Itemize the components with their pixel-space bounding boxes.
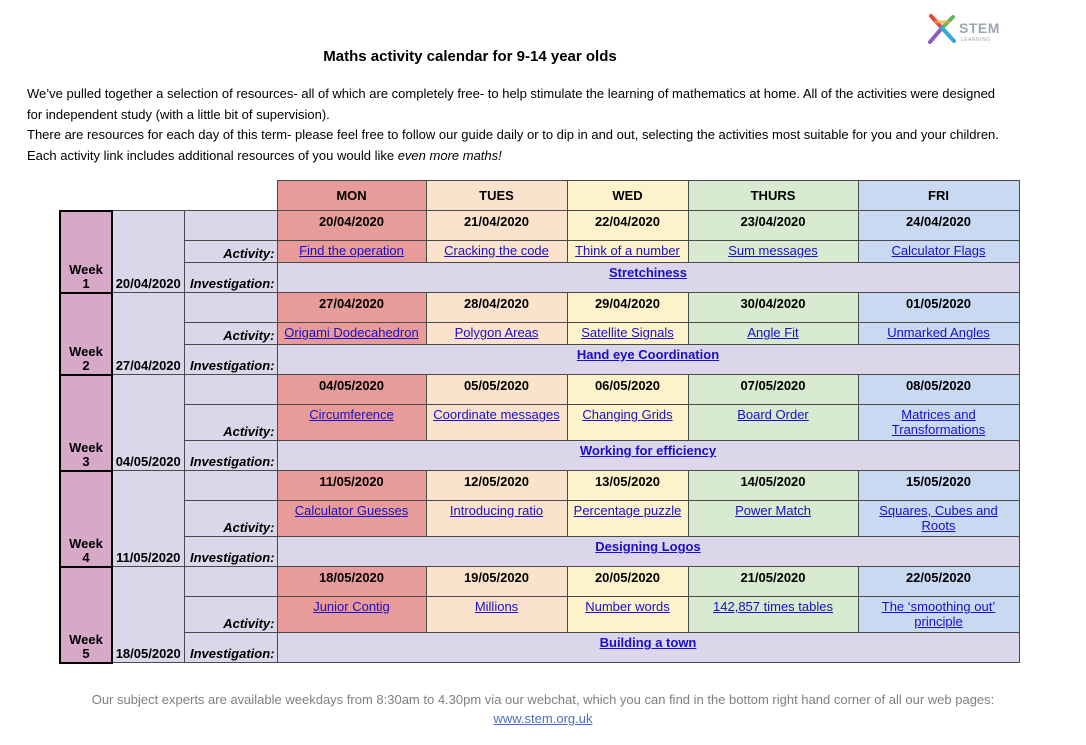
week-3-date-row xyxy=(60,375,1019,405)
activity-cell-fri xyxy=(858,323,1019,345)
week-2-date-row xyxy=(60,293,1019,323)
week-start-date-text: 11/05/2020 xyxy=(116,550,181,565)
corner-blank xyxy=(184,181,277,211)
footer xyxy=(0,690,1086,728)
week-number: 4 xyxy=(82,549,90,565)
activity-cell-wed xyxy=(567,405,688,441)
corner-blank xyxy=(112,181,184,211)
label-blank xyxy=(184,293,277,323)
logo-subword: LEARNING xyxy=(961,37,991,43)
footer-text: Our subject experts are available weekdays from 8:30am to 4.30pm via our webchat, which you can find in the bottom right hand corner of all our web pages: xyxy=(91,692,995,707)
investigation-link[interactable]: Working for efficiency xyxy=(579,443,717,458)
activity-cell-thurs xyxy=(688,405,858,441)
activity-label: Activity: xyxy=(184,597,277,633)
activity-calendar-table xyxy=(59,180,1020,664)
date-tues: 21/04/2020 xyxy=(426,211,567,241)
week-label xyxy=(60,293,112,375)
date-thurs: 23/04/2020 xyxy=(688,211,858,241)
date-tues: 19/05/2020 xyxy=(426,567,567,597)
intro-line-4-text: Each activity link includes additional resources of you would like xyxy=(27,147,398,163)
activity-cell-mon xyxy=(277,501,426,537)
activity-link[interactable]: 142,857 times tables xyxy=(713,599,833,614)
activity-link[interactable]: Number words xyxy=(585,599,670,614)
week-2-investigation-row xyxy=(60,345,1019,375)
intro-line-2: for independent study (with a little bit of supervision). xyxy=(27,106,330,122)
week-5-investigation-row xyxy=(60,633,1019,663)
investigation-label: Investigation: xyxy=(184,537,277,567)
investigation-cell xyxy=(277,633,1019,663)
activity-cell-fri xyxy=(858,597,1019,633)
date-wed: 22/04/2020 xyxy=(567,211,688,241)
date-fri: 24/04/2020 xyxy=(858,211,1019,241)
week-word: Week xyxy=(69,343,103,359)
investigation-label: Investigation: xyxy=(184,633,277,663)
activity-cell-mon xyxy=(277,597,426,633)
date-fri: 01/05/2020 xyxy=(858,293,1019,323)
date-fri: 08/05/2020 xyxy=(858,375,1019,405)
week-label xyxy=(60,567,112,663)
activity-link[interactable]: Calculator Guesses xyxy=(294,503,409,518)
date-mon: 04/05/2020 xyxy=(277,375,426,405)
investigation-link[interactable]: Hand eye Coordination xyxy=(576,347,720,362)
activity-cell-tues xyxy=(426,501,567,537)
activity-cell-tues xyxy=(426,597,567,633)
investigation-label: Investigation: xyxy=(184,345,277,375)
week-start-date-text: 20/04/2020 xyxy=(115,276,181,291)
week-4-date-row xyxy=(60,471,1019,501)
activity-link[interactable]: Percentage puzzle xyxy=(573,503,682,518)
activity-link[interactable]: Unmarked Angles xyxy=(887,325,990,340)
corner-blank xyxy=(60,181,112,211)
activity-cell-wed xyxy=(567,241,688,263)
day-header-mon: MON xyxy=(277,181,426,211)
date-fri: 15/05/2020 xyxy=(858,471,1019,501)
activity-label: Activity: xyxy=(184,501,277,537)
week-1-date-row xyxy=(60,211,1019,241)
date-tues: 12/05/2020 xyxy=(426,471,567,501)
activity-cell-fri xyxy=(858,241,1019,263)
week-word: Week xyxy=(69,261,103,277)
week-number: 2 xyxy=(82,357,90,373)
activity-label: Activity: xyxy=(184,405,277,441)
week-word: Week xyxy=(69,439,103,455)
activity-link[interactable]: Squares, Cubes and Roots xyxy=(879,503,998,533)
week-5-date-row xyxy=(60,567,1019,597)
activity-link[interactable]: The ‘smoothing out’ principle xyxy=(881,599,996,629)
week-number: 5 xyxy=(82,645,90,661)
date-tues: 28/04/2020 xyxy=(426,293,567,323)
activity-cell-thurs xyxy=(688,597,858,633)
investigation-link[interactable]: Designing Logos xyxy=(595,539,701,554)
week-2-activity-row xyxy=(60,323,1019,345)
activity-link[interactable]: Board Order xyxy=(737,407,809,422)
activity-cell-mon xyxy=(277,241,426,263)
week-word: Week xyxy=(69,535,103,551)
week-3-activity-row xyxy=(60,405,1019,441)
date-wed: 13/05/2020 xyxy=(567,471,688,501)
activity-cell-mon xyxy=(277,323,426,345)
activity-cell-tues xyxy=(426,323,567,345)
week-label xyxy=(60,471,112,567)
week-label xyxy=(60,211,112,293)
activity-link[interactable]: Calculator Flags xyxy=(891,243,986,258)
activity-cell-fri xyxy=(858,501,1019,537)
date-wed: 29/04/2020 xyxy=(567,293,688,323)
date-mon: 27/04/2020 xyxy=(277,293,426,323)
activity-link[interactable]: Think of a number xyxy=(575,243,680,258)
day-header-fri: FRI xyxy=(858,181,1019,211)
investigation-cell xyxy=(277,263,1019,293)
page-title: Maths activity calendar for 9-14 year olds xyxy=(323,48,617,65)
day-header-thurs: THURS xyxy=(688,181,858,211)
week-5-activity-row xyxy=(60,597,1019,633)
investigation-link[interactable]: Building a town xyxy=(599,635,697,650)
week-1-activity-row xyxy=(60,241,1019,263)
week-word: Week xyxy=(69,631,103,647)
investigation-label: Investigation: xyxy=(184,263,277,293)
week-start-date-text: 27/04/2020 xyxy=(115,358,181,373)
activity-cell-tues xyxy=(426,405,567,441)
week-3-investigation-row xyxy=(60,441,1019,471)
date-thurs: 21/05/2020 xyxy=(688,567,858,597)
activity-link[interactable]: Changing Grids xyxy=(582,407,673,422)
activity-cell-mon xyxy=(277,405,426,441)
date-mon: 20/04/2020 xyxy=(277,211,426,241)
week-1-investigation-row xyxy=(60,263,1019,293)
date-fri: 22/05/2020 xyxy=(858,567,1019,597)
investigation-link[interactable]: Stretchiness xyxy=(608,265,688,280)
activity-link[interactable]: Junior Contig xyxy=(313,599,390,614)
activity-cell-tues xyxy=(426,241,567,263)
label-blank xyxy=(184,567,277,597)
logo-word: STEM xyxy=(959,20,1000,36)
activity-label: Activity: xyxy=(184,323,277,345)
label-blank xyxy=(184,375,277,405)
week-4-investigation-row xyxy=(60,537,1019,567)
activity-link[interactable]: Find the operation xyxy=(299,243,404,258)
activity-cell-fri xyxy=(858,405,1019,441)
activity-link[interactable]: Introducing ratio xyxy=(449,503,544,518)
intro-line-1: We’ve pulled together a selection of resources- all of which are completely free- to help stimulate the learning of mathematics at home. All of the activities were designed xyxy=(27,86,996,101)
investigation-cell xyxy=(277,345,1019,375)
activity-link[interactable]: Origami Dodecahedron xyxy=(284,325,419,340)
week-start-date xyxy=(112,211,184,293)
week-label xyxy=(60,375,112,471)
week-number: 1 xyxy=(82,275,90,291)
week-start-date xyxy=(112,567,184,663)
date-mon: 18/05/2020 xyxy=(277,567,426,597)
activity-cell-thurs xyxy=(688,241,858,263)
activity-link[interactable]: Coordinate messages xyxy=(433,407,560,422)
date-tues: 05/05/2020 xyxy=(426,375,567,405)
date-thurs: 14/05/2020 xyxy=(688,471,858,501)
week-4-activity-row xyxy=(60,501,1019,537)
activity-link[interactable]: Circumference xyxy=(309,407,394,422)
date-thurs: 30/04/2020 xyxy=(688,293,858,323)
footer-website-link[interactable]: www.stem.org.uk xyxy=(493,711,593,726)
activity-cell-wed xyxy=(567,597,688,633)
date-mon: 11/05/2020 xyxy=(277,471,426,501)
week-number: 3 xyxy=(82,453,90,469)
intro-line-4-emphasis: even more maths! xyxy=(397,147,502,163)
intro-line-4 xyxy=(27,146,1067,167)
day-header-row xyxy=(60,181,1019,211)
activity-link[interactable]: Power Match xyxy=(735,503,811,518)
intro-line-3: There are resources for each day of this term- please feel free to follow our guide daily or to dip in and out, selecting the activities most suitable for you and your children. xyxy=(27,127,999,142)
activity-link[interactable]: Angle Fit xyxy=(747,325,799,340)
intro-text xyxy=(27,84,1067,166)
investigation-label: Investigation: xyxy=(184,441,277,471)
investigation-cell xyxy=(277,537,1019,567)
activity-link[interactable]: Satellite Signals xyxy=(581,325,674,340)
activity-cell-wed xyxy=(567,501,688,537)
week-start-date xyxy=(112,471,184,567)
week-start-date-text: 18/05/2020 xyxy=(115,646,181,661)
activity-link[interactable]: Polygon Areas xyxy=(454,325,539,340)
date-wed: 06/05/2020 xyxy=(567,375,688,405)
week-start-date xyxy=(112,293,184,375)
activity-cell-wed xyxy=(567,323,688,345)
day-header-tues: TUES xyxy=(426,181,567,211)
activity-label: Activity: xyxy=(184,241,277,263)
activity-link[interactable]: Sum messages xyxy=(728,243,818,258)
week-start-date-text: 04/05/2020 xyxy=(115,454,181,469)
activity-cell-thurs xyxy=(688,323,858,345)
date-wed: 20/05/2020 xyxy=(567,567,688,597)
activity-link[interactable]: Matrices and Transformations xyxy=(891,407,986,437)
activity-cell-thurs xyxy=(688,501,858,537)
label-blank xyxy=(184,471,277,501)
date-thurs: 07/05/2020 xyxy=(688,375,858,405)
stem-learning-logo xyxy=(927,14,1007,48)
day-header-wed: WED xyxy=(567,181,688,211)
label-blank xyxy=(184,211,277,241)
week-start-date xyxy=(112,375,184,471)
stem-logo-icon xyxy=(927,14,957,46)
investigation-cell xyxy=(277,441,1019,471)
activity-link[interactable]: Cracking the code xyxy=(444,243,549,258)
activity-link[interactable]: Millions xyxy=(474,599,519,614)
